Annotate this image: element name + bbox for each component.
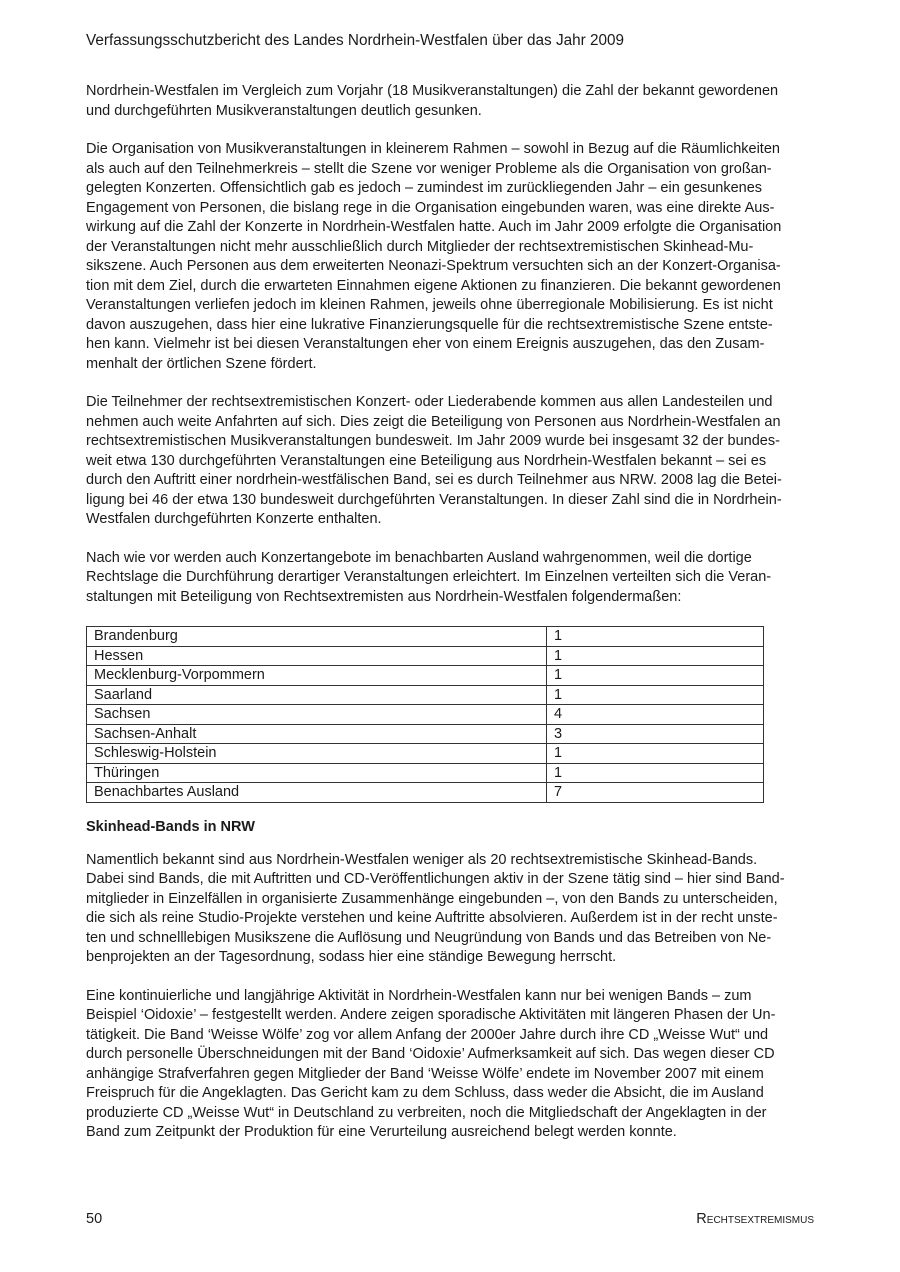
text-line: davon auszugehen, dass hier eine lukrative Finanzierungsquelle für die rechtsextremistische Szene entste- xyxy=(86,316,773,333)
event-count-cell: 4 xyxy=(547,705,764,725)
state-name-cell: Thüringen xyxy=(87,763,547,783)
text-line: die sich als reine Studio-Projekte verstehen und keine Auftritte absolvieren. Außerdem ist in der recht unste- xyxy=(86,910,778,926)
section-paragraphs xyxy=(86,851,818,1143)
text-line: anhängige Strafverfahren gegen Mitglieder der Band ‘Weisse Wölfe’ endete im November 2007 mit einem xyxy=(86,1065,764,1082)
state-name-cell: Schleswig-Holstein xyxy=(87,744,547,764)
paragraph xyxy=(86,393,818,530)
table-row xyxy=(87,627,764,647)
text-line: Westfalen durchgeführten Konzerte enthalten. xyxy=(86,511,382,527)
text-line: Die Organisation von Musikveranstaltungen in kleinerem Rahmen – sowohl in Bezug auf die Räumlichkeiten xyxy=(86,141,780,157)
text-line: Rechtslage die Durchführung derartiger Veranstaltungen erleichtert. Im Einzelnen verteilten sich die Veran- xyxy=(86,569,772,585)
event-count-cell: 1 xyxy=(547,666,764,686)
text-line: gelegten Konzerten. Offensichtlich gab es jedoch – zumindest im zurückliegenden Jahr – ein gesunkenes xyxy=(86,180,763,196)
event-count-cell: 7 xyxy=(547,783,764,803)
state-name-cell: Sachsen xyxy=(87,705,547,725)
text-line: menhalt der örtlichen Szene fördert. xyxy=(86,355,317,372)
states-table xyxy=(86,626,764,803)
text-line: hen kann. Vielmehr ist bei diesen Veranstaltungen eher von einem Ereignis auszugehen, das den Zusam- xyxy=(86,336,765,352)
table-row xyxy=(87,666,764,686)
state-name-cell: Benachbartes Ausland xyxy=(87,783,547,803)
event-count-cell: 1 xyxy=(547,627,764,647)
table-row xyxy=(87,744,764,764)
table-row xyxy=(87,783,764,803)
body-text xyxy=(86,82,818,1162)
state-name-cell: Hessen xyxy=(87,646,547,666)
text-line: Beispiel ‘Oidoxie’ – festgestellt werden. Andere zeigen sporadische Aktivitäten mit längeren Phasen der Un- xyxy=(86,1007,776,1023)
text-line: sikszene. Auch Personen aus dem erweiterten Neonazi-Spektrum versuchten sich an der Konzert-Organisa- xyxy=(86,258,781,274)
states-table-body xyxy=(87,627,764,803)
table-row xyxy=(87,724,764,744)
text-line: Band zum Zeitpunkt der Produktion für eine Verurteilung ausreichend belegt werden konnte. xyxy=(86,1124,677,1140)
event-count-cell: 1 xyxy=(547,646,764,666)
text-line: Dabei sind Bands, die mit Auftritten und CD-Veröffentlichungen aktiv in der Szene tätig sind – hier sind Band- xyxy=(86,871,785,887)
text-line: wirkung auf die Zahl der Konzerte in Nordrhein-Westfalen hatte. Auch im Jahr 2009 erfolgte die Organisation xyxy=(86,219,782,235)
text-line: benprojekten an der Tagesordnung, sodass hier eine ständige Bewegung herrscht. xyxy=(86,949,617,965)
event-count-cell: 1 xyxy=(547,744,764,764)
event-count-cell: 1 xyxy=(547,763,764,783)
text-line: Die Teilnehmer der rechtsextremistischen Konzert- oder Liederabende kommen aus allen Landesteilen und xyxy=(86,394,773,410)
table-row xyxy=(87,705,764,725)
text-line: tion mit dem Ziel, durch die erwarteten Einnahmen eigene Aktionen zu finanzieren. Die bekannt gewordenen xyxy=(86,277,781,294)
text-line: staltungen mit Beteiligung von Rechtsextremisten aus Nordrhein-Westfalen folgendermaßen: xyxy=(86,588,682,605)
page-number: 50 xyxy=(86,1211,103,1227)
table-row xyxy=(87,685,764,705)
paragraph xyxy=(86,140,818,374)
text-line: Namentlich bekannt sind aus Nordrhein-Westfalen weniger als 20 rechtsextremistische Skinhead-Bands. xyxy=(86,851,758,868)
state-name-cell: Sachsen-Anhalt xyxy=(87,724,547,744)
table-row xyxy=(87,763,764,783)
intro-paragraphs xyxy=(86,82,818,607)
running-header: Verfassungsschutzbericht des Landes Nordrhein-Westfalen über das Jahr 2009 xyxy=(86,32,624,49)
paragraph xyxy=(86,549,818,608)
text-line: ten und schnelllebigen Musikszene die Auflösung und Neugründung von Bands und das Betreiben von Ne- xyxy=(86,929,772,946)
section-heading: Skinhead-Bands in NRW xyxy=(86,818,255,835)
event-count-cell: 3 xyxy=(547,724,764,744)
text-line: Eine kontinuierliche und langjährige Aktivität in Nordrhein-Westfalen kann nur bei wenigen Bands – zum xyxy=(86,987,752,1004)
text-line: nehmen auch weite Anfahrten auf sich. Dies zeigt die Beteiligung von Personen aus Nordrhein-Westfalen an xyxy=(86,413,781,430)
text-line: Engagement von Personen, die bislang rege in die Organisation eingebunden waren, was eine direkte Aus- xyxy=(86,199,775,216)
text-line: Nordrhein-Westfalen im Vergleich zum Vorjahr (18 Musikveranstaltungen) die Zahl der bekannt gewordenen xyxy=(86,83,779,99)
paragraph xyxy=(86,851,818,968)
text-line: Freispruch für die Angeklagten. Das Gericht kam zu dem Schluss, dass weder die Absicht, die im Ausland xyxy=(86,1085,764,1101)
text-line: und durchgeführten Musikveranstaltungen deutlich gesunken. xyxy=(86,102,482,119)
paragraph xyxy=(86,987,818,1143)
text-line: weit etwa 130 durchgeführten Veranstaltungen eine Beteiligung aus Nordrhein-Westfalen bekannt – sei es xyxy=(86,452,767,469)
text-line: als auch auf den Teilnehmerkreis – stellt die Szene vor weniger Probleme als die Organisation von großan- xyxy=(86,160,772,177)
text-line: Veranstaltungen verliefen jedoch im kleinen Rahmen, jeweils ohne überregionale Mobilisierung. Es ist nicht xyxy=(86,297,773,313)
text-line: Nach wie vor werden auch Konzertangebote im benachbarten Ausland wahrgenommen, weil die dortige xyxy=(86,549,752,566)
state-name-cell: Brandenburg xyxy=(87,627,547,647)
text-line: der Veranstaltungen nicht mehr ausschließlich durch Mitglieder der rechtsextremistischen Skinhead-Mu- xyxy=(86,238,754,255)
state-name-cell: Mecklenburg-Vorpommern xyxy=(87,666,547,686)
text-line: rechtsextremistischen Musikveranstaltungen bundesweit. Im Jahr 2009 wurde bei insgesamt 32 der bundes- xyxy=(86,433,780,449)
text-line: produzierte CD „Weisse Wut“ in Deutschland zu verbreiten, noch die Mitgliedschaft der Angeklagten in der xyxy=(86,1104,767,1121)
text-line: durch den Auftritt einer nordrhein-westfälischen Band, sei es durch Teilnehmer aus NRW. 2008 lag die Betei- xyxy=(86,472,782,488)
footer-section-label: Rechtsextremismus xyxy=(696,1211,814,1227)
text-line: ligung bei 46 der etwa 130 bundesweit durchgeführten Veranstaltungen. In dieser Zahl sind die in Nordrhein- xyxy=(86,491,782,508)
text-line: durch personelle Überschneidungen mit der Band ‘Oidoxie’ Aufmerksamkeit auf sich. Das wegen dieser CD xyxy=(86,1046,775,1062)
paragraph xyxy=(86,82,818,121)
state-name-cell: Saarland xyxy=(87,685,547,705)
table-row xyxy=(87,646,764,666)
text-line: mitglieder in Einzelfällen in organisierte Zusammenhänge eingebunden –, von den Bands zu unterscheiden, xyxy=(86,890,778,907)
event-count-cell: 1 xyxy=(547,685,764,705)
text-line: tätigkeit. Die Band ‘Weisse Wölfe’ zog vor allem Anfang der 2000er Jahre durch ihre CD „Weisse Wut“ und xyxy=(86,1026,769,1043)
